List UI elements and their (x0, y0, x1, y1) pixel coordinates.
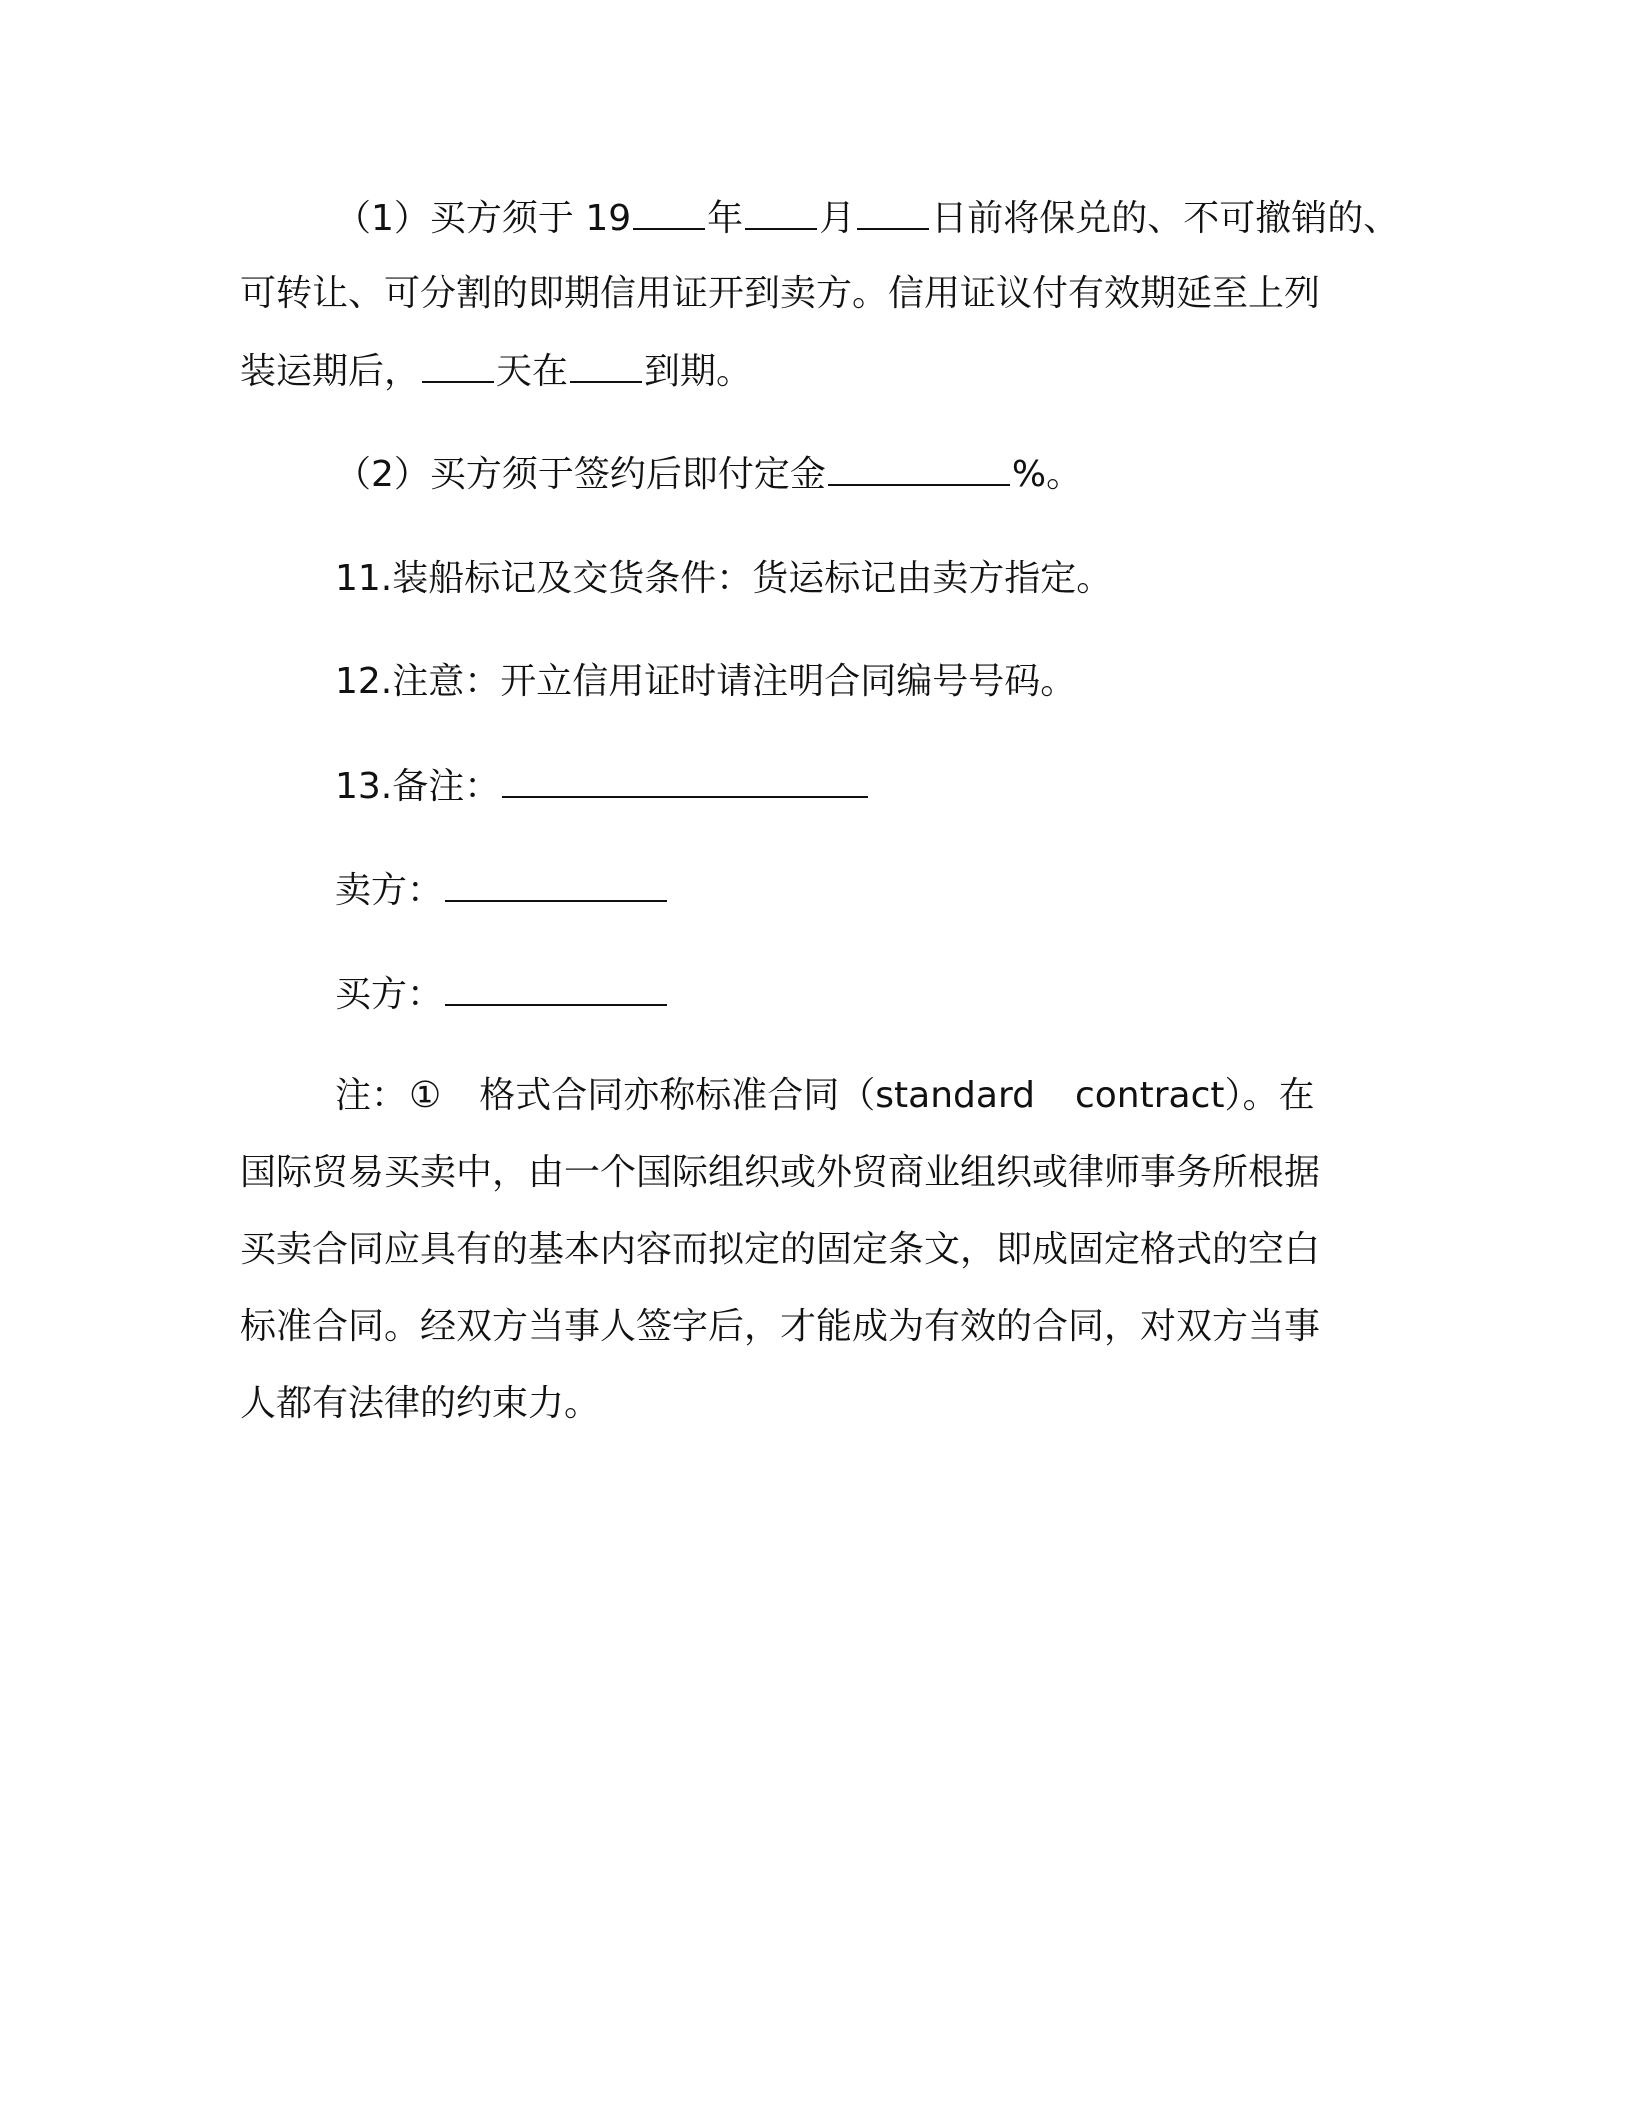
remarks-label: 13.备注： (335, 766, 501, 807)
item-2-text: （2）买方须于签约后即付定金 (335, 454, 826, 495)
note-line-4: 标准合同。经双方当事人签字后，才能成为有效的合同，对双方当事 (240, 1306, 1321, 1347)
seller-label: 卖方： (335, 870, 444, 911)
item-1-line-1-rest: 日前将保兑的、不可撤销的、 (931, 198, 1400, 239)
buyer-blank[interactable] (445, 970, 667, 1006)
buyer-label: 买方： (335, 974, 444, 1015)
note-line-5: 人都有法律的约束力。 (240, 1383, 601, 1424)
clause-12: 12.注意：开立信用证时请注明合同编号号码。 (335, 661, 1077, 702)
month-label: 月 (819, 198, 856, 239)
month-blank[interactable] (745, 194, 817, 230)
day-blank[interactable] (857, 194, 929, 230)
year-label: 年 (707, 198, 744, 239)
circled-number-one: ① (409, 1075, 442, 1116)
clause-13 (335, 762, 1485, 810)
days-label: 天在 (496, 351, 569, 392)
expire-label: 到期。 (644, 351, 753, 392)
year-blank[interactable] (633, 194, 705, 230)
clause-11: 11.装船标记及交货条件：货运标记由卖方指定。 (335, 558, 1113, 599)
note-line-2: 国际贸易买卖中，由一个国际组织或外贸商业组织或律师事务所根据 (240, 1152, 1321, 1193)
clause-10-item-1-line-3 (240, 347, 1390, 395)
seller-signature (335, 866, 1485, 914)
note-line-1-b: contract）。在 (1074, 1075, 1315, 1116)
item-1-prefix: （1）买方须于 19 (335, 198, 632, 239)
place-blank[interactable] (570, 347, 642, 383)
clause-10-item-2 (335, 450, 1485, 498)
clause-10-item-1-line-1 (335, 194, 1485, 242)
note-line-3: 买卖合同应具有的基本内容而拟定的固定条文，即成固定格式的空白 (240, 1229, 1321, 1270)
note-line-1 (335, 1073, 1485, 1119)
note-line-1-a: 格式合同亦称标准合同（standard (479, 1075, 1035, 1116)
seller-blank[interactable] (445, 866, 667, 902)
remarks-blank[interactable] (502, 762, 868, 798)
percent-label: %。 (1011, 454, 1083, 495)
note-label: 注： (335, 1075, 408, 1116)
buyer-signature (335, 970, 1485, 1018)
clause-10-item-1-line-2: 可转让、可分割的即期信用证开到卖方。信用证议付有效期延至上列 (240, 273, 1321, 314)
deposit-blank[interactable] (828, 450, 1010, 486)
days-blank[interactable] (422, 347, 494, 383)
item-1-line-3-start: 装运期后， (240, 351, 421, 392)
